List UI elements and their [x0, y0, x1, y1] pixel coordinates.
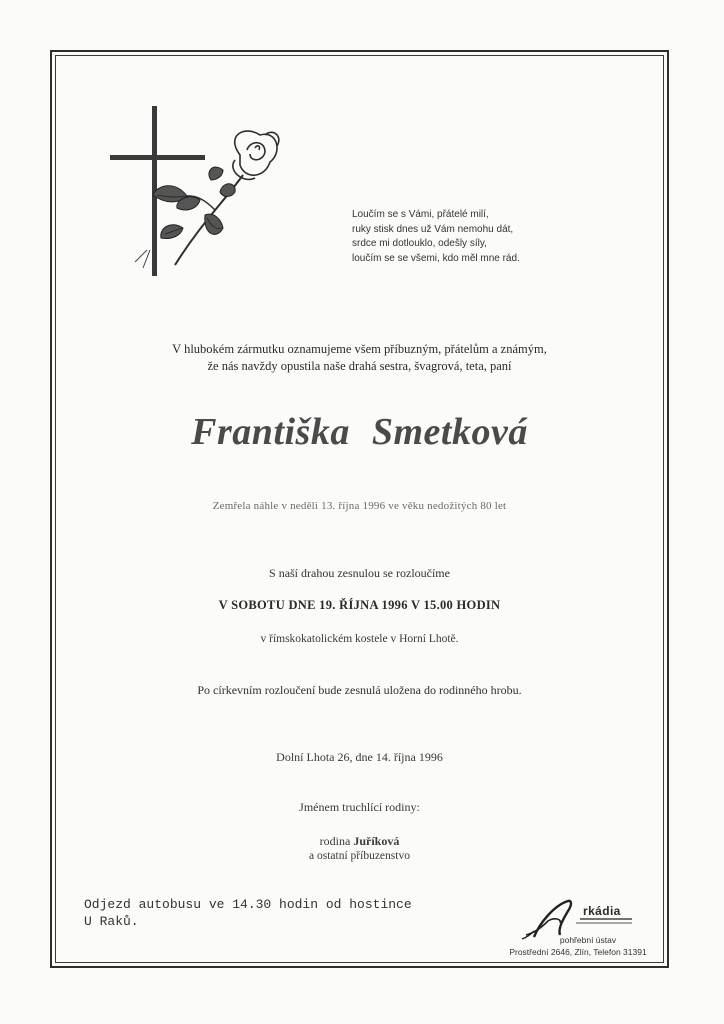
on-behalf-heading: Jménem truchlící rodiny:: [299, 800, 420, 814]
bus-note-line-2: U Raků.: [84, 914, 139, 929]
farewell-intro: S naší drahou zesnulou se rozloučíme: [269, 566, 450, 580]
bus-note: [84, 896, 504, 930]
deceased-name: Františka Smetková: [191, 411, 528, 453]
funeral-home-type: pohřební ústav: [559, 935, 617, 945]
poem-line: srdce mi dotlouklo, odešly síly,: [352, 238, 487, 249]
place-date: Dolní Lhota 26, dne 14. října 1996: [276, 750, 443, 764]
funeral-home-name: rkádia: [583, 904, 621, 918]
farewell-poem: [352, 208, 592, 266]
announcement-line-2: že nás navždy opustila naše drahá sestra, švagrová, teta, paní: [207, 359, 512, 373]
family-line: [55, 834, 664, 849]
announcement-line-1: V hlubokém zármutku oznamujeme všem příbuzným, přátelům a známým,: [172, 342, 547, 356]
poem-line: loučím se se všemi, kdo měl mne rád.: [352, 252, 520, 264]
death-notice: Zemřela náhle v neděli 13. října 1996 ve věku nedožitých 80 let: [212, 500, 507, 512]
farewell-place: v římskokatolickém kostele v Horní Lhotě.: [260, 633, 459, 645]
burial-note: Po církevním rozloučení bude zesnulá uložena do rodinného hrobu.: [197, 683, 522, 697]
family-prefix: rodina: [319, 834, 354, 848]
farewell-datetime: V SOBOTU DNE 19. ŘÍJNA 1996 V 15.00 HODIN: [218, 598, 501, 612]
announcement: [55, 341, 664, 375]
cross-and-rose-icon: [105, 100, 295, 280]
funeral-home-address: Prostřední 2646, Zlín, Telefon 31391: [509, 947, 647, 957]
poem-line: ruky stisk dnes už Vám nemohu dát,: [352, 223, 514, 235]
bus-note-line-1: Odjezd autobusu ve 14.30 hodin od hostince: [84, 897, 412, 912]
family-surname: Juříková: [353, 834, 400, 848]
relatives-line: a ostatní příbuzenstvo: [309, 850, 410, 862]
poem-line: Loučím se s Vámi, přátelé milí,: [352, 209, 489, 220]
